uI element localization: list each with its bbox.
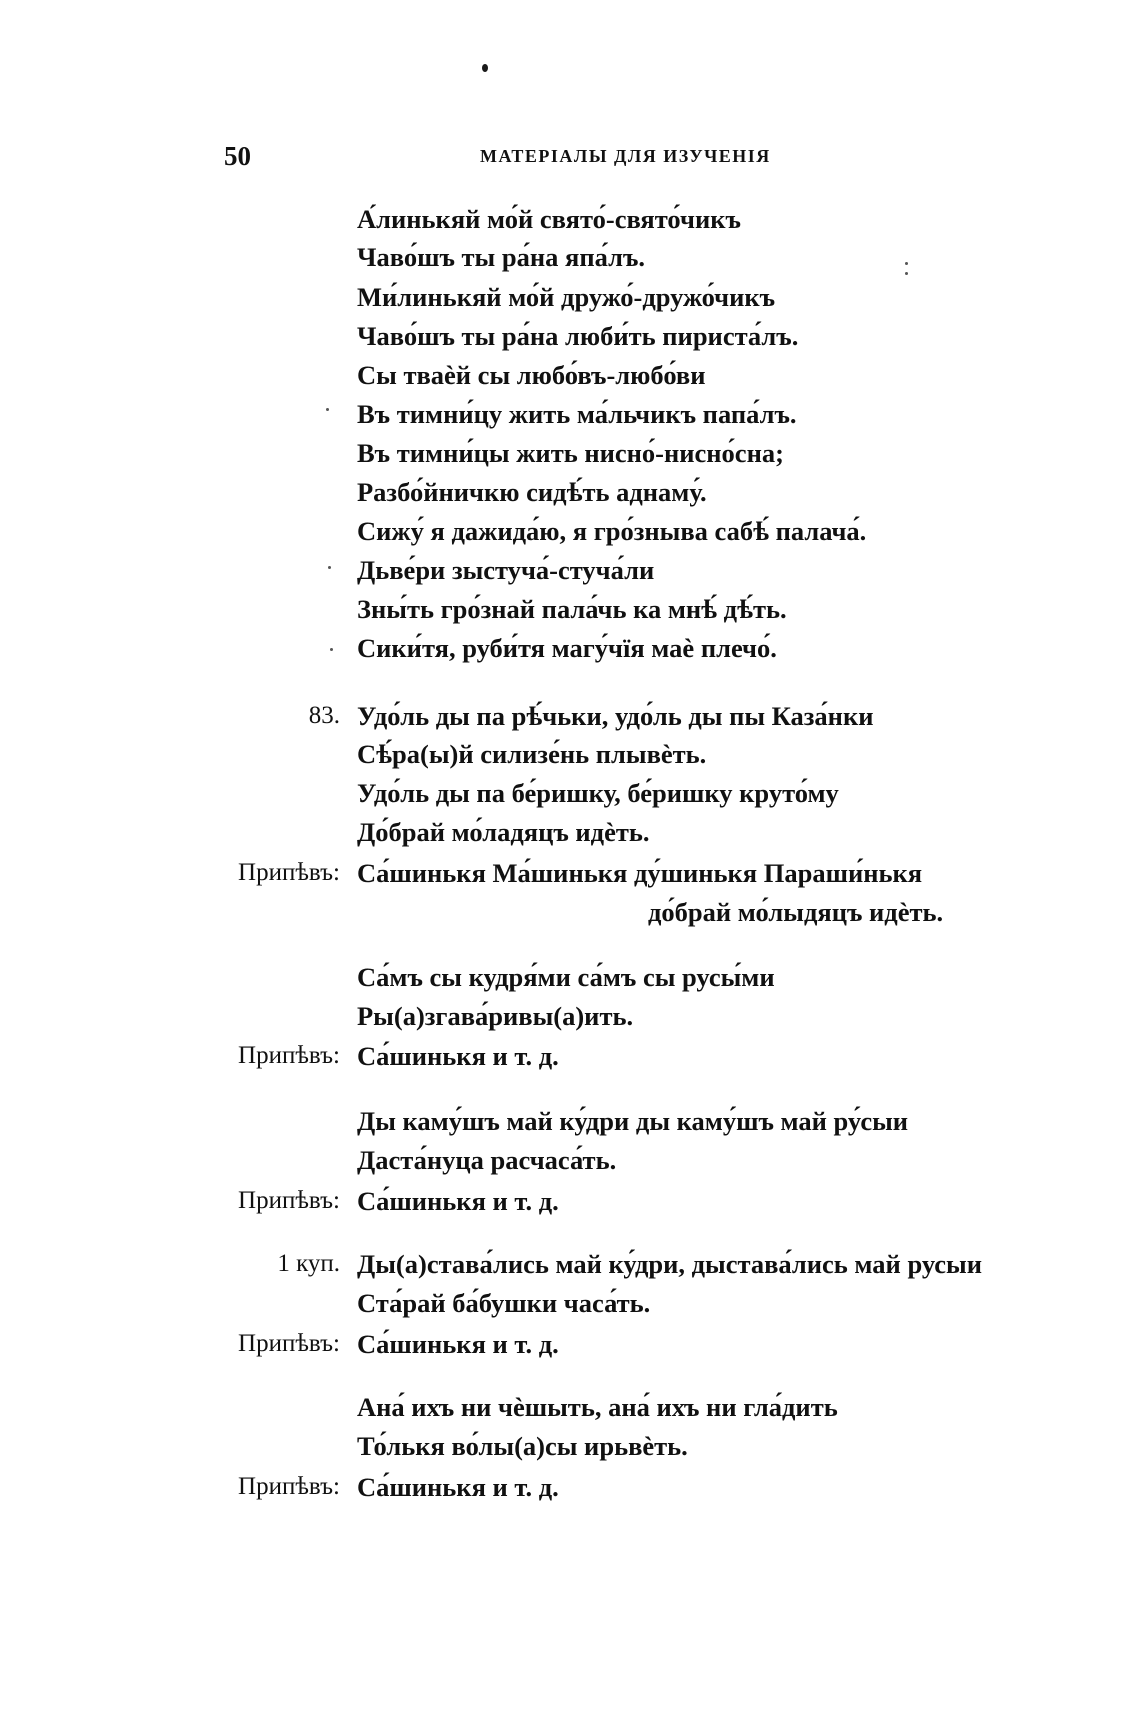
refrain-label: Припѣвъ:	[238, 1187, 340, 1214]
refrain-line: Са́шинькя и т. д.	[357, 1186, 559, 1216]
refrain-line: Са́шинькя и т. д.	[357, 1329, 559, 1359]
verse-line: Зны́ть гро́знай пала́чь ка мнѣ́ дѣ́ть.	[357, 594, 787, 624]
running-title: МАТЕРІАЛЫ ДЛЯ ИЗУЧЕНІЯ	[480, 146, 771, 166]
refrain-label: Припѣвъ:	[238, 859, 340, 886]
verse-line: Ды каму́шъ май ку́дри ды каму́шъ май ру́сыи	[357, 1106, 909, 1136]
ink-speck	[328, 566, 331, 569]
verse-line: Ми́линькяй мо́й дружо́-дружо́чикъ	[357, 282, 776, 312]
verse-label: 1 куп.	[277, 1250, 340, 1277]
verse-line: Са́мъ сы кудря́ми са́мъ сы русы́ми	[357, 962, 775, 992]
verse-line: Сижу́ я дажида́ю, я гро́зныва сабѣ́ палача́.	[357, 516, 867, 546]
verse-line: Чаво́шъ ты ра́на люби́ть пириста́лъ.	[357, 321, 799, 351]
verse-line: Въ тимни́цу жить ма́льчикъ папа́лъ.	[357, 399, 797, 429]
ink-blot	[482, 64, 488, 72]
ink-speck	[330, 648, 333, 651]
ink-speck	[905, 272, 908, 275]
verse-line: Разбо́йничкю сидѣ́ть аднаму́.	[357, 477, 707, 507]
verse-line: Удо́ль ды па рѣ́чьки, удо́ль ды пы Каза́нки	[357, 701, 874, 731]
refrain-label: Припѣвъ:	[238, 1042, 340, 1069]
verse-line: Дьве́ри зыстуча́-стуча́ли	[357, 555, 655, 585]
ink-speck	[326, 408, 329, 411]
verse-line: Даста́нуца расчаса́ть.	[357, 1145, 617, 1175]
refrain-line: Са́шинькя и т. д.	[357, 1472, 559, 1502]
verse-line: Ды(а)става́лись май ку́дри, дыстава́лись май русыи	[357, 1249, 982, 1279]
refrain-label: Припѣвъ:	[238, 1330, 340, 1357]
verse-line: Удо́ль ды па бе́ришку, бе́ришку круто́му	[357, 778, 839, 808]
refrain-label: Припѣвъ:	[238, 1473, 340, 1500]
ink-speck	[905, 262, 908, 265]
refrain-line: до́брай мо́лыдяцъ идѐть.	[648, 897, 944, 927]
song-number: 83.	[308, 702, 340, 729]
verse-line: А́линькяй мо́й свято́-свято́чикъ	[357, 204, 741, 234]
verse-line: То́лькя во́лы(а)сы ирьвѐть.	[357, 1431, 688, 1461]
verse-line: Чаво́шъ ты ра́на япа́лъ.	[357, 242, 646, 272]
verse-line: Ры(а)згава́ривы(а)ить.	[357, 1001, 634, 1031]
page-number: 50	[224, 141, 251, 171]
refrain-line: Са́шинькя Ма́шинькя ду́шинькя Параши́нькя	[357, 858, 923, 888]
verse-line: Ста́рай ба́бушки часа́ть.	[357, 1288, 651, 1318]
verse-line: Ана́ ихъ ни чѐшыть, ана́ ихъ ни гла́дить	[357, 1392, 838, 1422]
verse-line: Сы тваѐй сы любо́въ-любо́ви	[357, 360, 706, 390]
verse-line: Сѣ́ра(ы)й силизе́нь плывѐть.	[357, 739, 707, 769]
verse-line: До́брай мо́ладяцъ идѐть.	[357, 817, 650, 847]
refrain-line: Са́шинькя и т. д.	[357, 1041, 559, 1071]
running-header	[0, 141, 1140, 171]
verse-line: Въ тимни́цы жить нисно́-нисно́сна;	[357, 438, 784, 468]
verse-line: Сики́тя, руби́тя магу́чїя маѐ плечо́.	[357, 633, 777, 663]
